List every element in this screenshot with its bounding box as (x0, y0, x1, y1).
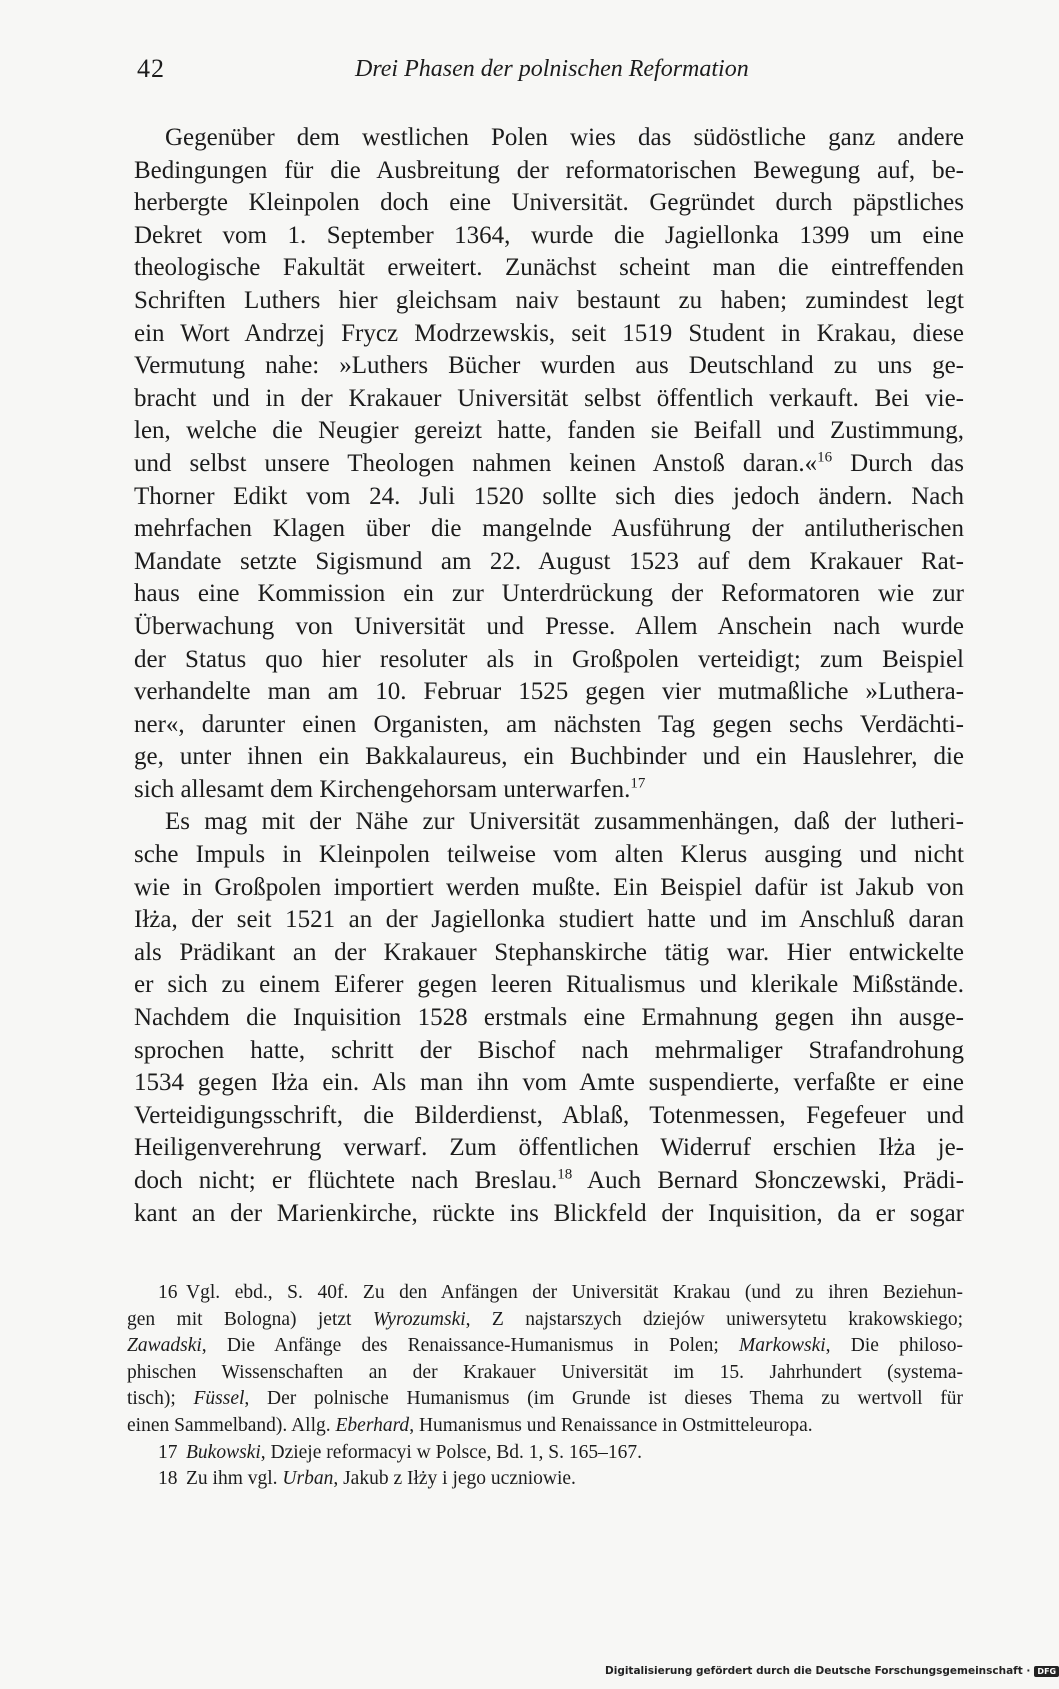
paragraph-2 (134, 806, 964, 1230)
author-name: Zawadski (127, 1335, 202, 1357)
text-line: Nachdem die Inquisition 1528 erstmals eine Ermahnung gegen ihn ausge- (134, 1004, 964, 1032)
text-line: Iłża, der seit 1521 an der Jagiellonka studiert hatte und im Anschluß daran (134, 906, 964, 934)
text-line: Überwachung von Universität und Presse. Allem Anschein nach wurde (134, 612, 964, 640)
text-line: verhandelte man am 10. Februar 1525 gegen vier mutmaßliche »Luthera- (134, 678, 964, 706)
text-line: Schriften Luthers hier gleichsam naiv bestaunt zu haben; zumindest legt (134, 286, 964, 314)
text-line: len, welche die Neugier gereizt hatte, fanden sie Beifall und Zustimmung, (134, 417, 964, 445)
footnote-text: , Die philoso- (825, 1335, 964, 1357)
author-name: Wyrozumski (372, 1308, 466, 1330)
footnote-marker-17[interactable]: 17 (630, 775, 646, 792)
footnote-text: einen Sammelband). Allg. (127, 1414, 336, 1436)
text-line: 1534 gegen Iłża ein. Als man ihn vom Amte suspendierte, verfaßte er eine (134, 1069, 964, 1097)
text-line: haus eine Kommission ein zur Unterdrückung der Reformatoren wie zur (134, 580, 964, 608)
text-segment: sich allesamt dem Kirchengehorsam unterwarfen. (134, 775, 631, 803)
text-line (134, 448, 964, 481)
footnote-line (127, 1333, 963, 1360)
footnotes (127, 1280, 963, 1493)
footnote-17 (127, 1440, 963, 1467)
footnote-text: Vgl. ebd., S. 40f. Zu den Anfängen der Universität Krakau (und zu ihren Beziehun- (186, 1282, 963, 1303)
footnote-number: 18 (158, 1468, 178, 1490)
text-line: wie in Großpolen importiert werden mußte. Ein Beispiel dafür ist Jakub von (134, 873, 964, 901)
author-name: Urban (282, 1468, 334, 1490)
footnote-text: , Z najstarszych dziejów uniwersytetu krakowskiego; (465, 1308, 964, 1330)
author-name: Eberhard (335, 1414, 410, 1436)
text-line (134, 774, 964, 807)
page-header (0, 54, 1000, 94)
author-name: Füssel (193, 1388, 245, 1410)
text-line: bracht und in der Krakauer Universität selbst öffentlich verkauft. Bei vie- (134, 384, 964, 412)
main-text (134, 122, 964, 1230)
text-line: der Status quo hier resoluter als in Großpolen verteidigt; zum Beispiel (134, 645, 964, 673)
text-line: sche Impuls in Kleinpolen teilweise vom alten Klerus ausging und nicht (134, 841, 964, 869)
digitization-credit (605, 1665, 1059, 1677)
footnote-text: , Jakub z Iłży i jego uczniowie. (333, 1468, 576, 1490)
text-line: ner«, darunter einen Organisten, am nächsten Tag gegen sechs Verdächti- (134, 710, 964, 738)
text-line: sprochen hatte, schritt der Bischof nach mehrmaliger Strafandrohung (134, 1036, 964, 1064)
text-line: Gegenüber dem westlichen Polen wies das südöstliche ganz andere (165, 124, 964, 151)
text-line: Bedingungen für die Ausbreitung der reformatorischen Bewegung auf, be- (134, 156, 964, 184)
footnote-text: , Der polnische Humanismus (im Grunde ist dieses Thema zu wertvoll für (244, 1388, 963, 1410)
footnote-number: 16 (158, 1282, 178, 1303)
footnote-16 (127, 1280, 963, 1307)
footnote-line: phischen Wissenschaften an der Krakauer Universität im 15. Jahrhundert (systema- (127, 1361, 963, 1383)
text-line: mehrfachen Klagen über die mangelnde Ausführung der antilutherischen (134, 515, 964, 543)
text-line: als Prädikant an der Krakauer Stephanskirche tätig war. Hier entwickelte (134, 938, 964, 966)
text-line: Dekret vom 1. September 1364, wurde die Jagiellonka 1399 um eine (134, 221, 964, 249)
footnote-text: tisch); (127, 1388, 194, 1410)
credit-text: Digitalisierung gefördert durch die Deutsche Forschungsgemeinschaft · (605, 1665, 1031, 1677)
footnote-number: 17 (158, 1441, 178, 1463)
footnote-18 (127, 1466, 963, 1493)
text-line: er sich zu einem Eiferer gegen leeren Ritualismus und klerikale Mißstände. (134, 971, 964, 999)
text-segment: Auch Bernard Słonczewski, Prädi- (572, 1167, 964, 1194)
text-line: kant an der Marienkirche, rückte ins Blickfeld der Inquisition, da er sogar (134, 1199, 964, 1227)
text-line: Heiligenverehrung verwarf. Zum öffentlichen Widerruf erschien Iłża je- (134, 1134, 964, 1162)
author-name: Bukowski (186, 1441, 261, 1463)
text-line: Es mag mit der Nähe zur Universität zusammenhängen, daß der lutheri- (165, 808, 964, 836)
author-name: Markowski (739, 1335, 826, 1357)
text-segment: doch nicht; er flüchtete nach Breslau. (134, 1167, 558, 1194)
footnote-text: Zu ihm vgl. (186, 1468, 283, 1490)
page-number: 42 (137, 54, 165, 83)
footnote-line (127, 1413, 963, 1440)
footnote-text: , Humanismus und Renaissance in Ostmitteleuropa. (409, 1414, 813, 1436)
text-line: Verteidigungsschrift, die Bilderdienst, Ablaß, Totenmessen, Fegefeuer und (134, 1101, 964, 1129)
text-line: Vermutung nahe: »Luthers Bücher wurden aus Deutschland zu uns ge- (134, 352, 964, 380)
footnote-text: , Die Anfänge des Renaissance-Humanismus in Polen; (201, 1335, 740, 1357)
footnote-marker-16[interactable]: 16 (817, 449, 833, 466)
footnote-text: gen mit Bologna) jetzt (127, 1308, 373, 1330)
footnote-text: , Dzieje reformacyi w Polsce, Bd. 1, S. 165–167. (260, 1441, 642, 1463)
text-line: theologische Fakultät erweitert. Zunächst scheint man die eintreffenden (134, 254, 964, 282)
text-line (134, 1165, 964, 1198)
text-segment: und selbst unsere Theologen nahmen keinen Anstoß daran.« (134, 449, 818, 477)
footnote-line (127, 1307, 963, 1334)
text-line: ein Wort Andrzej Frycz Modrzewskis, seit 1519 Student in Krakau, diese (134, 319, 964, 347)
text-segment: Durch das (832, 449, 964, 477)
dfg-logo: DFG (1034, 1666, 1059, 1677)
text-line: ge, unter ihnen ein Bakkalaureus, ein Buchbinder und ein Hauslehrer, die (134, 743, 964, 771)
text-line: Mandate setzte Sigismund am 22. August 1523 auf dem Krakauer Rat- (134, 547, 964, 575)
footnote-line (127, 1386, 963, 1413)
text-line: herbergte Kleinpolen doch eine Universität. Gegründet durch päpstliches (134, 189, 964, 217)
paragraph-1 (134, 122, 964, 806)
running-head: Drei Phasen der polnischen Reformation (355, 56, 749, 82)
footnote-marker-18[interactable]: 18 (557, 1166, 573, 1183)
text-line: Thorner Edikt vom 24. Juli 1520 sollte sich dies jedoch ändern. Nach (134, 482, 964, 510)
